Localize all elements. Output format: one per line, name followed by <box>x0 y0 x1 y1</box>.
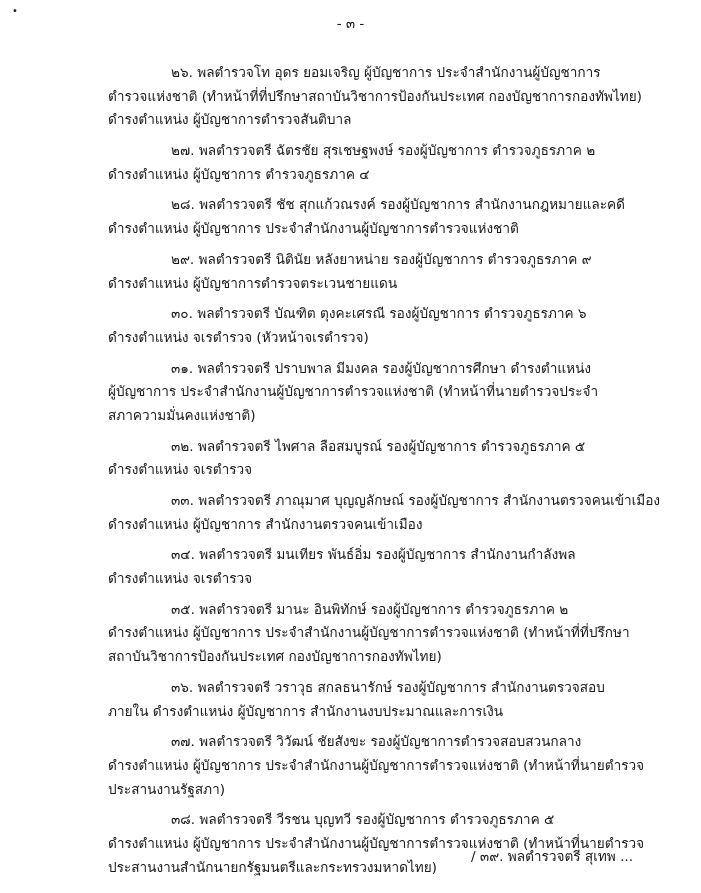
item-continuation-line: ดำรงตำแหน่ง ผู้บัญชาการ ประจำสำนักงานผู้บัญชาการตำรวจแห่งชาติ <box>108 221 519 238</box>
item-first-line: ๓๓. พลตำรวจตรี ภาณุมาศ บุญญลักษณ์ รองผู้บัญชาการ สำนักงานตรวจคนเข้าเมือง <box>171 493 661 509</box>
item-first-line: ๓๖. พลตำรวจตรี วราวุธ สกลธนารักษ์ รองผู้บัญชาการ สำนักงานตรวจสอบ <box>171 679 605 696</box>
item-continuation-line: ประสานงานรัฐสภา) <box>108 781 226 798</box>
item-continuation-line: ดำรงตำแหน่ง ผู้บัญชาการ ประจำสำนักงานผู้บัญชาการตำรวจแห่งชาติ (ทำหน้าที่นายตำรวจ <box>108 835 645 852</box>
item-continuation-line: ภายใน ดำรงตำแหน่ง ผู้บัญชาการ สำนักงานงบประมาณและการเงิน <box>108 703 504 720</box>
item-continuation-line: สถาบันวิชาการป้องกันประเทศ กองบัญชาการกองทัพไทย) <box>108 649 442 666</box>
item-first-line: ๓๒. พลตำรวจตรี ไพศาล ลือสมบูรณ์ รองผู้บัญชาการ ตำรวจภูธรภาค ๕ <box>171 438 586 455</box>
appointment-item <box>0 249 701 296</box>
item-first-line: ๓๕. พลตำรวจตรี มานะ อินพิทักษ์ รองผู้บัญชาการ ตำรวจภูธรภาค ๒ <box>171 601 569 618</box>
item-first-line: ๒๖. พลตำรวจโท อุดร ยอมเจริญ ผู้บัญชาการ ประจำสำนักงานผู้บัญชาการ <box>171 65 601 81</box>
item-continuation-line: ดำรงตำแหน่ง ผู้บัญชาการ สำนักงานตรวจคนเข้าเมือง <box>108 516 423 533</box>
appointment-item <box>0 436 701 483</box>
appointment-item <box>0 490 701 537</box>
corner-mark: • <box>12 6 18 17</box>
item-first-line: ๓๘. พลตำรวจตรี วีรชน บุญทวี รองผู้บัญชาการ ตำรวจภูธรภาค ๕ <box>171 812 555 829</box>
item-continuation-line: ดำรงตำแหน่ง จเรตำรวจ <box>108 462 253 479</box>
continuation-text: / ๓๙. พลตำรวจตรี สุเทพ ... <box>471 849 634 865</box>
item-first-line: ๒๗. พลตำรวจตรี ฉัตรชัย สุรเชษฐพงษ์ รองผู้บัญชาการ ตำรวจภูธรภาค ๒ <box>171 143 596 160</box>
item-first-line: ๓๐. พลตำรวจตรี บัณฑิต ตุงคะเศรณี รองผู้บัญชาการ ตำรวจภูธรภาค ๖ <box>171 306 587 323</box>
item-continuation-line: ดำรงตำแหน่ง จเรตำรวจ (หัวหน้าจเรตำรวจ) <box>108 329 369 346</box>
item-continuation-line: ดำรงตำแหน่ง ผู้บัญชาการตำรวจสันติบาล <box>108 112 352 129</box>
item-first-line: ๓๑. พลตำรวจตรี ปราบพาล มีมงคล รองผู้บัญชาการศึกษา ดำรงตำแหน่ง <box>171 360 591 377</box>
item-first-line: ๒๘. พลตำรวจตรี ชัช สุกแก้วณรงค์ รองผู้บัญชาการ สำนักงานกฎหมายและคดี <box>171 197 625 214</box>
item-continuation-line: ดำรงตำแหน่ง ผู้บัญชาการ ตำรวจภูธรภาค ๔ <box>108 166 370 183</box>
item-continuation-line: ประสานงานสำนักนายกรัฐมนตรีและกระทรวงมหาดไทย) <box>108 859 437 876</box>
appointment-item <box>0 62 701 133</box>
item-continuation-line: ดำรงตำแหน่ง ผู้บัญชาการ ประจำสำนักงานผู้บัญชาการตำรวจแห่งชาติ (ทำหน้าที่นายตำรวจ <box>108 757 645 774</box>
appointment-item <box>0 303 701 350</box>
item-continuation-line: ตำรวจแห่งชาติ (ทำหน้าที่ที่ปรึกษาสถาบันวิชาการป้องกันประเทศ กองบัญชาการกองทัพไทย) <box>108 88 642 105</box>
item-continuation-line: ดำรงตำแหน่ง ผู้บัญชาการ ประจำสำนักงานผู้บัญชาการตำรวจแห่งชาติ (ทำหน้าที่ที่ปรึกษา <box>108 625 630 642</box>
item-continuation-line: ดำรงตำแหน่ง จเรตำรวจ <box>108 571 253 588</box>
item-continuation-line: ผู้บัญชาการ ประจำสำนักงานผู้บัญชาการตำรวจแห่งชาติ (ทำหน้าที่นายตำรวจประจำ <box>108 384 599 401</box>
appointment-item <box>0 358 701 429</box>
appointment-item <box>0 194 701 241</box>
appointment-list <box>0 62 701 887</box>
item-continuation-line: สภาความมั่นคงแห่งชาติ) <box>108 407 256 424</box>
page-number: - ๓ - <box>336 16 365 32</box>
appointment-item <box>0 677 701 724</box>
item-first-line: ๓๗. พลตำรวจตรี วิวัฒน์ ชัยสังขะ รองผู้บัญชาการตำรวจสอบสวนกลาง <box>171 734 582 751</box>
item-first-line: ๒๙. พลตำรวจตรี นิตินัย หลังยาหน่าย รองผู้บัญชาการ ตำรวจภูธรภาค ๙ <box>171 251 592 268</box>
appointment-item <box>0 544 701 591</box>
appointment-item <box>0 599 701 670</box>
appointment-item <box>0 140 701 187</box>
appointment-item <box>0 731 701 802</box>
item-first-line: ๓๔. พลตำรวจตรี มนเทียร พันธ์อิ่ม รองผู้บัญชาการ สำนักงานกำลังพล <box>171 547 576 564</box>
item-continuation-line: ดำรงตำแหน่ง ผู้บัญชาการตำรวจตระเวนชายแดน <box>108 275 398 292</box>
